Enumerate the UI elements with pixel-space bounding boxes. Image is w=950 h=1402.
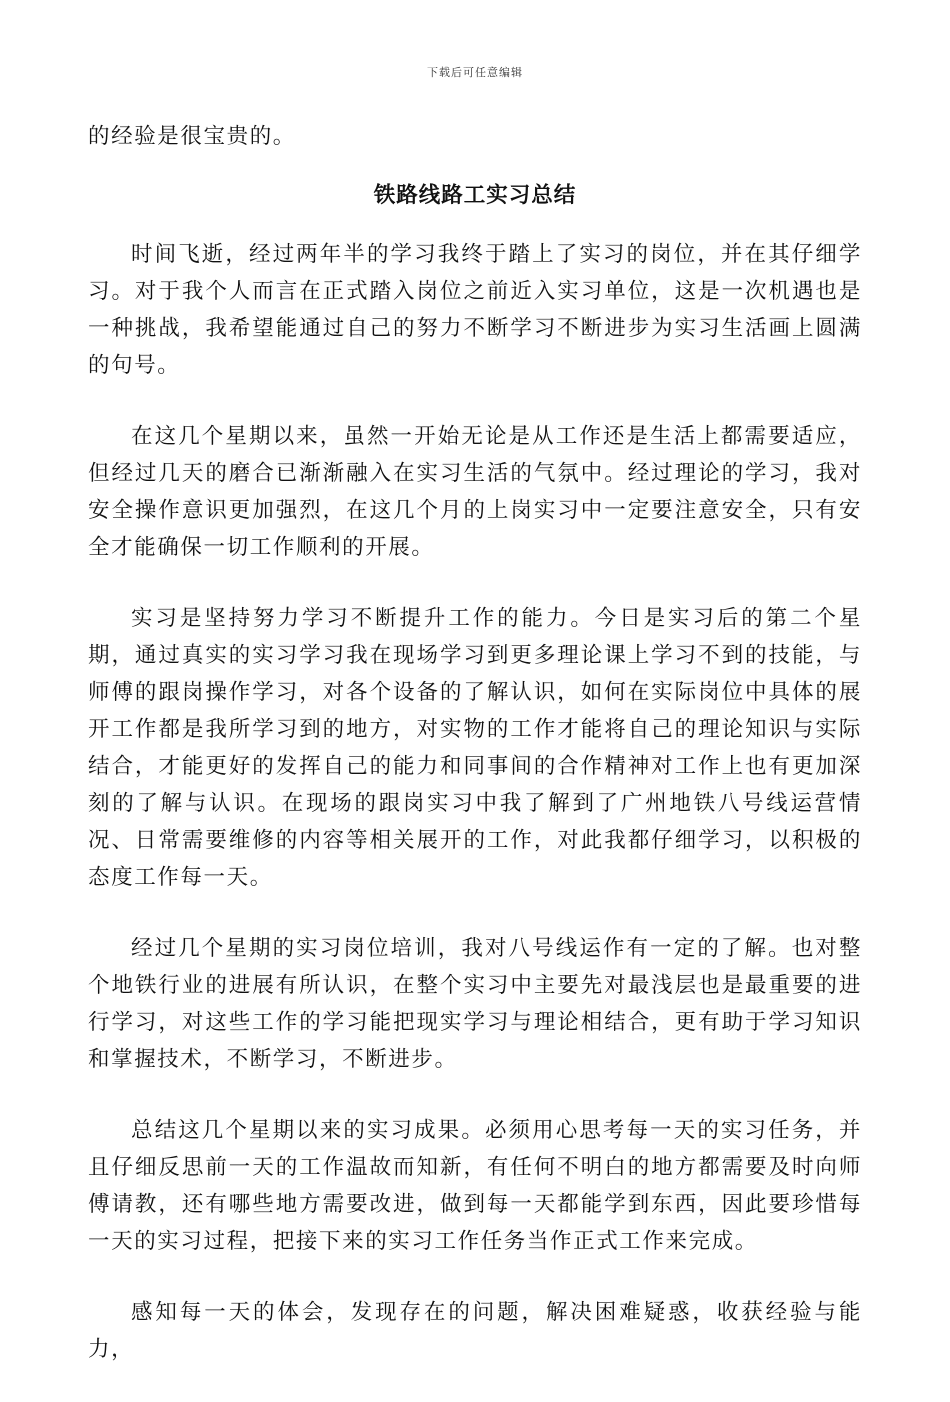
paragraph: 实习是坚持努力学习不断提升工作的能力。今日是实习后的第二个星期，通过真实的实习学习我在现场学习到更多理论课上学习不到的技能，与师傅的跟岗操作学习，对各个设备的了解认识，如何在实际岗位中具体的展开工作都是我所学习到的地方，对实物的工作才能将自己的理论知识与实际结合，才能更好的发挥自己的能力和同事间的合作精神对工作上也有更加深刻的了解与认识。在现场的跟岗实习中我了解到了广州地铁八号线运营情况、日常需要维修的内容等相关展开的工作，对此我都仔细学习，以积极的态度工作每一天。 [88,606,862,890]
lead-fragment: 的经验是很宝贵的。 [88,124,296,149]
document-title: 铁路线路工实习总结 [373,183,577,208]
paragraph: 感知每一天的体会，发现存在的问题，解决困难疑惑，收获经验与能力， [88,1300,862,1362]
paragraph: 经过几个星期的实习岗位培训，我对八号线运作有一定的了解。也对整个地铁行业的进展有所认识，在整个实习中主要先对最浅层也是最重要的进行学习，对这些工作的学习能把现实学习与理论相结合，更有助于学习知识和掌握技术，不断学习，不断进步。 [88,936,862,1072]
paragraph: 在这几个星期以来，虽然一开始无论是从工作还是生活上都需要适应，但经过几天的磨合已渐渐融入在实习生活的气氛中。经过理论的学习，我对安全操作意识更加强烈，在这几个月的上岗实习中一定要注意安全，只有安全才能确保一切工作顺利的开展。 [88,424,862,560]
paragraph: 时间飞逝，经过两年半的学习我终于踏上了实习的岗位，并在其仔细学习。对于我个人而言在正式踏入岗位之前近入实习单位，这是一次机遇也是一种挑战，我希望能通过自己的努力不断学习不断进步为实习生活画上圆满的句号。 [88,242,862,378]
document-body [88,118,862,1402]
header-note: 下载后可任意编辑 [427,66,523,79]
paragraph: 总结这几个星期以来的实习成果。必须用心思考每一天的实习任务，并且仔细反思前一天的工作温故而知新，有任何不明白的地方都需要及时向师傅请教，还有哪些地方需要改进，做到每一天都能学到东西，因此要珍惜每一天的实习过程，把接下来的实习工作任务当作正式工作来完成。 [88,1118,862,1254]
